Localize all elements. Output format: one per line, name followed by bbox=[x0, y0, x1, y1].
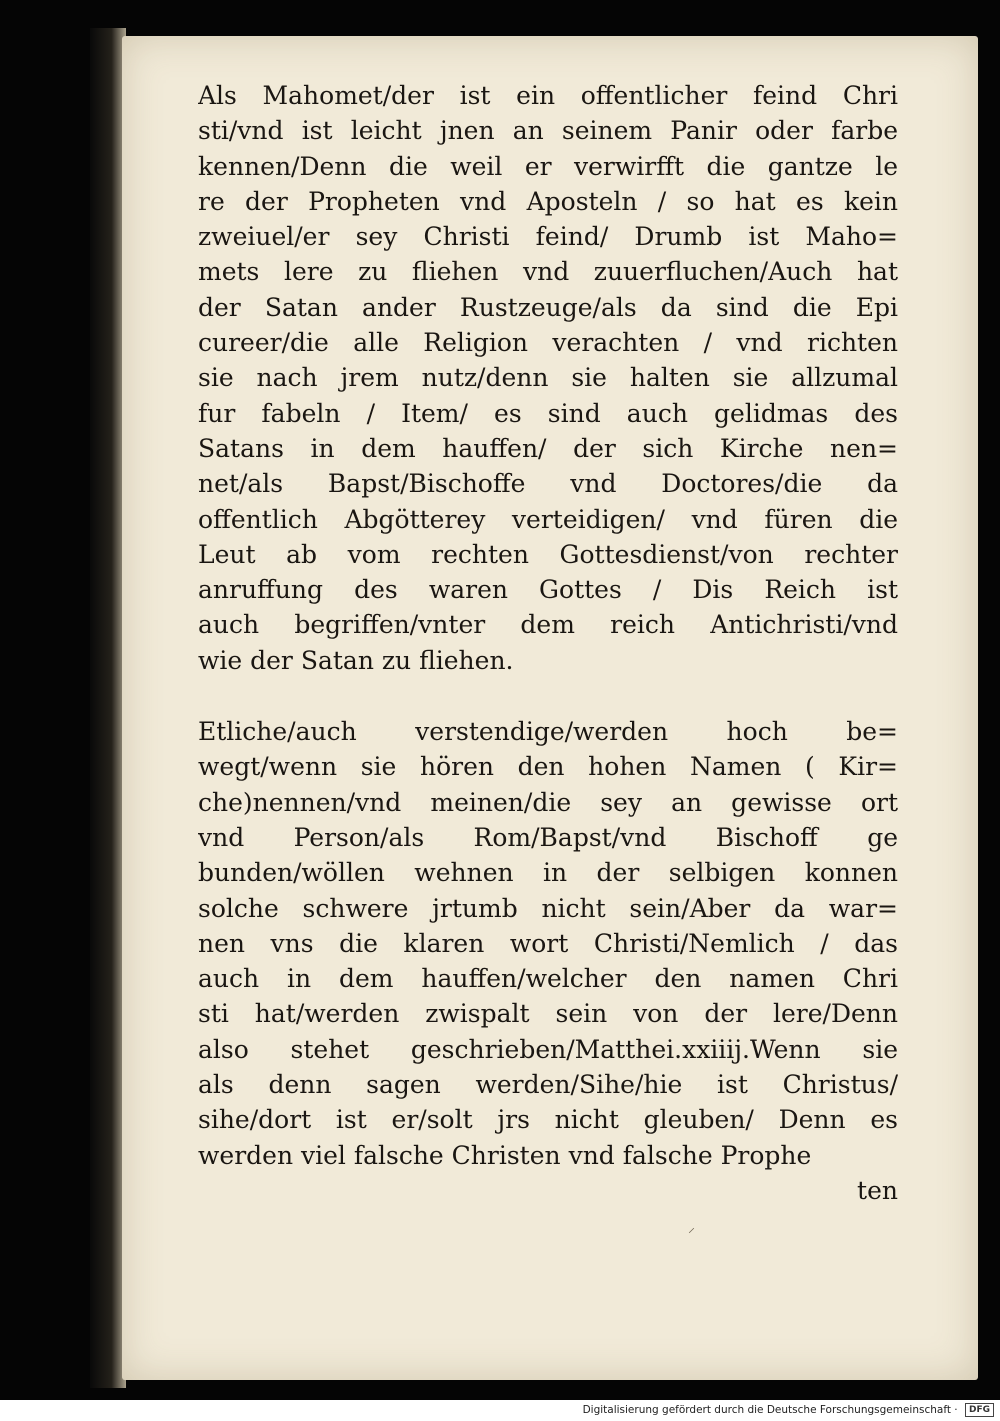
text-line: auch in dem hauffen/welcher den namen Chri bbox=[198, 964, 898, 994]
page-edge-shadow bbox=[90, 28, 126, 1388]
paragraph-1 bbox=[198, 78, 898, 678]
text-line: Etliche/auch verstendige/werden hoch be= bbox=[198, 717, 898, 747]
footer-credit: Digitalisierung gefördert durch die Deutsche Forschungsgemeinschaft · bbox=[582, 1404, 958, 1416]
text-line: anruffung des waren Gottes / Dis Reich ist bbox=[198, 575, 898, 605]
text-line: Satans in dem hauffen/ der sich Kirche nen= bbox=[198, 433, 898, 463]
text-line: vnd Person/als Rom/Bapst/vnd Bischoff ge bbox=[198, 822, 898, 852]
text-line: sti hat/werden zwispalt sein von der lere/Denn bbox=[198, 999, 898, 1029]
text-line: als denn sagen werden/Sihe/hie ist Christus/ bbox=[198, 1070, 898, 1100]
text-line: sie nach jrem nutz/denn sie halten sie allzumal bbox=[198, 363, 898, 393]
text-line: solche schwere jrtumb nicht sein/Aber da war= bbox=[198, 893, 898, 923]
text-line: fur fabeln / Item/ es sind auch gelidmas des bbox=[198, 398, 898, 428]
text-line: werden viel falsche Christen vnd falsche Prophe bbox=[198, 1140, 812, 1170]
text-line: sihe/dort ist er/solt jrs nicht gleuben/ Denn es bbox=[198, 1105, 898, 1135]
paragraph-2 bbox=[198, 714, 898, 1173]
text-line: mets lere zu fliehen vnd zuuerfluchen/Auch hat bbox=[198, 257, 898, 287]
text-line: wegt/wenn sie hören den hohen Namen ( Kir= bbox=[198, 752, 898, 782]
paragraph-gap bbox=[198, 678, 898, 714]
text-line: offentlich Abgötterey verteidigen/ vnd füren die bbox=[198, 504, 898, 534]
text-line: net/als Bapst/Bischoffe vnd Doctores/die da bbox=[198, 469, 898, 499]
text-line: cureer/die alle Religion verachten / vnd richten bbox=[198, 328, 898, 358]
ink-mark bbox=[688, 1218, 698, 1226]
text-line: Leut ab vom rechten Gottesdienst/von rechter bbox=[198, 539, 898, 569]
text-line: also stehet geschrieben/Matthei.xxiiij.Wenn sie bbox=[198, 1034, 898, 1064]
text-line: zweiuel/er sey Christi feind/ Drumb ist Maho= bbox=[198, 222, 898, 252]
text-line: wie der Satan zu fliehen. bbox=[198, 645, 514, 675]
text-line: auch begriffen/vnter dem reich Antichristi/vnd bbox=[198, 610, 898, 640]
dfg-logo: DFG bbox=[965, 1403, 994, 1417]
text-line: re der Propheten vnd Aposteln / so hat es kein bbox=[198, 186, 898, 216]
text-line: der Satan ander Rustzeuge/als da sind die Epi bbox=[198, 292, 898, 322]
text-line: bunden/wöllen wehnen in der selbigen konnen bbox=[198, 858, 898, 888]
page-text bbox=[198, 78, 898, 1208]
text-line: kennen/Denn die weil er verwirfft die gantze le bbox=[198, 151, 898, 181]
text-line: nen vns die klaren wort Christi/Nemlich / das bbox=[198, 928, 898, 958]
text-line: Als Mahomet/der ist ein offentlicher feind Chri bbox=[198, 81, 898, 110]
text-line: sti/vnd ist leicht jnen an seinem Panir oder farbe bbox=[198, 116, 898, 146]
catchword: ten bbox=[857, 1175, 898, 1205]
digitization-footer bbox=[0, 1400, 1000, 1421]
text-line: che)nennen/vnd meinen/die sey an gewisse ort bbox=[198, 787, 898, 817]
